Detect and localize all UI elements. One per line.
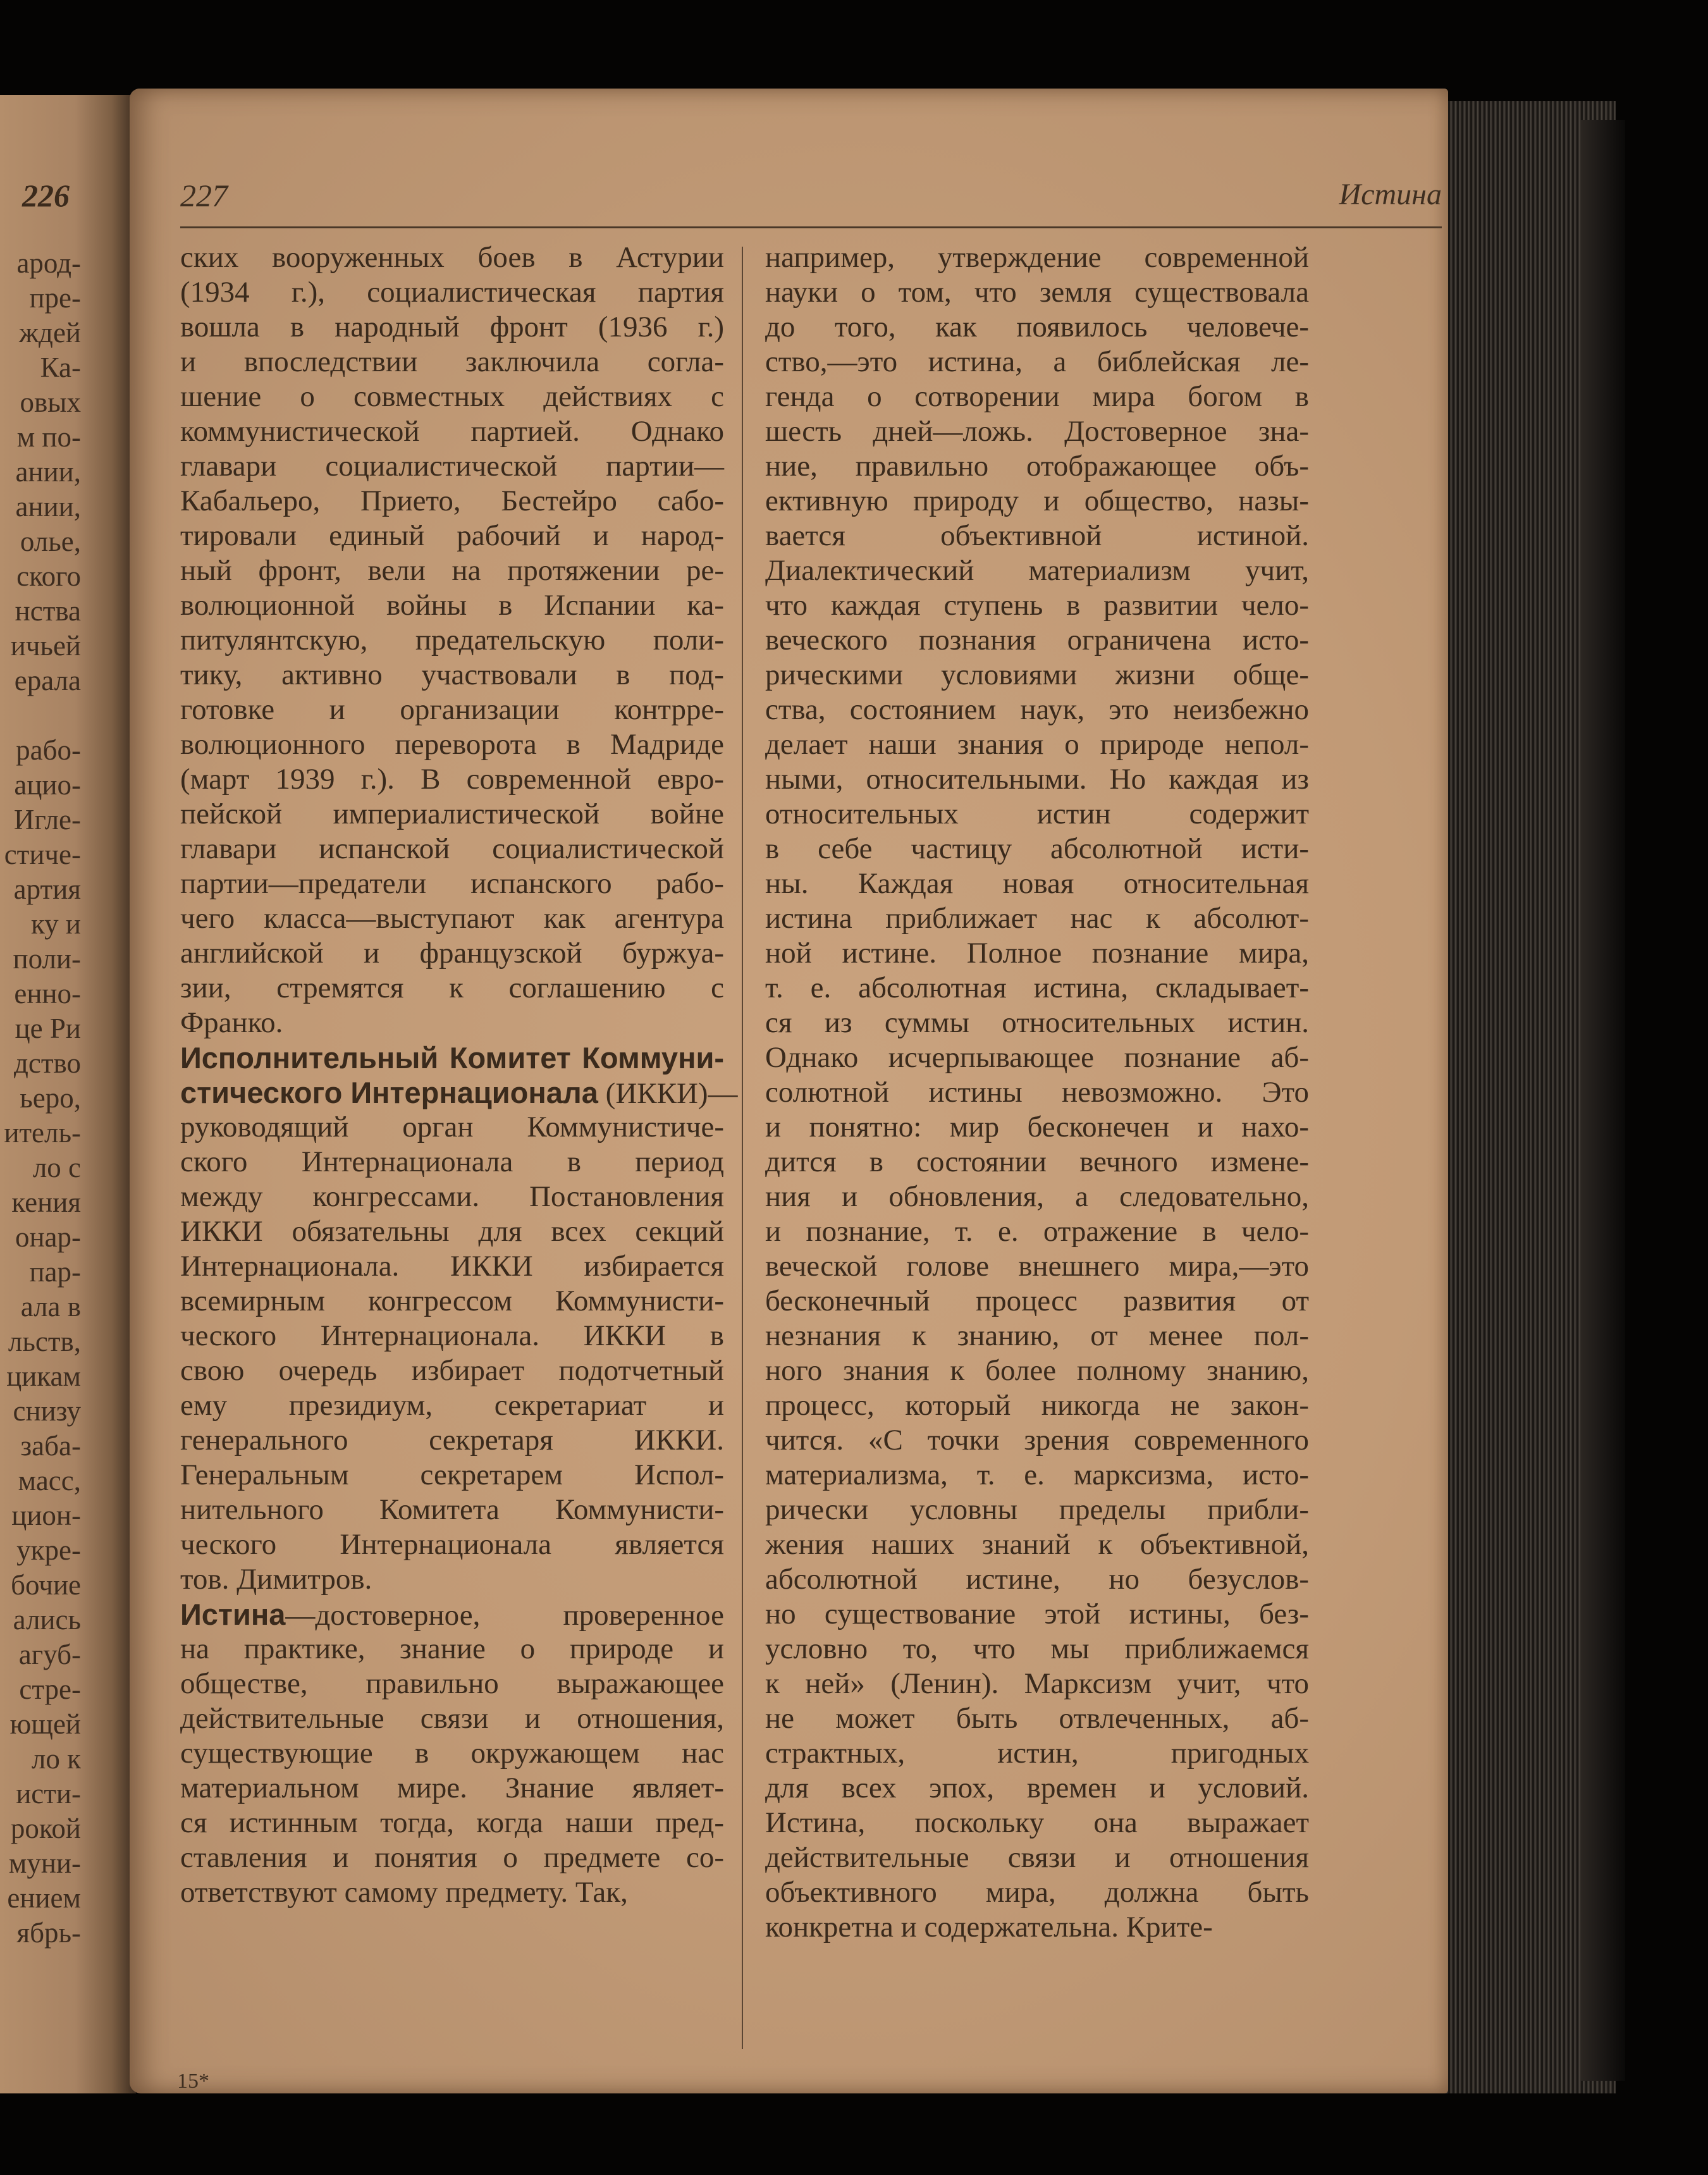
- text-line: что каждая ступень в развитии чело-: [765, 589, 1309, 622]
- text-line: коммунистической партией. Однако: [180, 415, 724, 448]
- text-line: тику, активно участвовали в под-: [180, 658, 724, 691]
- previous-page-line: ением: [7, 1882, 81, 1914]
- text-line: не может быть отвлеченных, аб-: [765, 1702, 1309, 1735]
- entry-headword: Исполнительный Комитет Коммуни-: [180, 1041, 724, 1075]
- text-line: главари социалистической партии—: [180, 450, 724, 483]
- text-line: на практике, знание о природе и: [180, 1632, 724, 1665]
- previous-page-line: ании,: [15, 491, 81, 522]
- previous-page-line: кения: [11, 1186, 81, 1218]
- previous-page-line: стиче-: [4, 839, 81, 870]
- text-line: материальном мире. Знание являет-: [180, 1771, 724, 1804]
- previous-page-line: цион-: [11, 1500, 81, 1531]
- text-line: т. е. абсолютная истина, складывает-: [765, 971, 1309, 1004]
- text-line: [180, 1040, 724, 1075]
- text-line: бесконечный процесс развития от: [765, 1285, 1309, 1317]
- previous-page-line: ского: [16, 560, 81, 592]
- text-line: свою очередь избирает подотчетный: [180, 1354, 724, 1387]
- text-line: ставления и понятия о предмете со-: [180, 1841, 724, 1874]
- text-line: Истина—достоверное, проверенное: [180, 1598, 724, 1632]
- text-line: незнания к знанию, от менее пол-: [765, 1319, 1309, 1352]
- text-line: ся из суммы относительных истин.: [765, 1006, 1309, 1039]
- text-line: процесс, который никогда не закон-: [765, 1389, 1309, 1422]
- text-line: стического Интернационала (ИККИ)—: [180, 1076, 738, 1110]
- book-page: [130, 89, 1448, 2093]
- previous-page-line: нства: [15, 595, 81, 627]
- text-line: в себе частицу абсолютной исти-: [765, 832, 1309, 865]
- text-line: ного знания к более полному знанию,: [765, 1354, 1309, 1387]
- text-line: действительные связи и отношения,: [180, 1702, 724, 1735]
- text-line: к ней» (Ленин). Марксизм учит, что: [765, 1667, 1309, 1700]
- text-line: чего класса—выступают как агентура: [180, 902, 724, 935]
- text-line: тов. Димитров.: [180, 1563, 372, 1596]
- previous-page-line: укре-: [16, 1534, 81, 1566]
- previous-page-line: итель-: [4, 1117, 81, 1149]
- text-line: Франко.: [180, 1006, 283, 1039]
- text-line: главари испанской социалистической: [180, 832, 724, 865]
- text-line: пейской империалистической войне: [180, 798, 724, 830]
- previous-page-line: агуб-: [18, 1639, 81, 1670]
- text-line: условно то, что мы приближаемся: [765, 1632, 1309, 1665]
- page-number: 227: [180, 178, 228, 213]
- previous-page-line: рабо-: [16, 734, 81, 766]
- running-head: Истина: [1339, 178, 1442, 211]
- previous-page-line: муни-: [8, 1847, 81, 1879]
- text-line: шесть дней—ложь. Достоверное зна-: [765, 415, 1309, 448]
- text-line: ства, состоянием наук, это неизбежно: [765, 693, 1309, 726]
- previous-page-line: м по-: [16, 421, 81, 453]
- book-cover-edge: [1581, 120, 1625, 2081]
- previous-page-line: пар-: [29, 1256, 81, 1288]
- text-line: (1934 г.), социалистическая партия: [180, 276, 724, 309]
- text-line: шение о совместных действиях с: [180, 380, 724, 413]
- text-line: жения наших знаний к объективной,: [765, 1528, 1309, 1561]
- previous-page-line: ждей: [18, 317, 81, 348]
- text-line: науки о том, что земля существовала: [765, 276, 1309, 309]
- previous-page-line: ку и: [30, 908, 81, 940]
- text-line: ния и обновления, а следовательно,: [765, 1180, 1309, 1213]
- previous-page-line: поли-: [13, 943, 81, 975]
- text-line: и понятно: мир бесконечен и нахо-: [765, 1111, 1309, 1143]
- text-line: ной истине. Полное познание мира,: [765, 937, 1309, 970]
- text-line: объективного мира, должна быть: [765, 1876, 1309, 1909]
- text-line: конкретна и содержательна. Крите-: [765, 1911, 1213, 1944]
- previous-page-line: онар-: [15, 1221, 81, 1253]
- previous-page-line: заба-: [20, 1430, 81, 1462]
- text-line: до того, как появилось человече-: [765, 311, 1309, 343]
- previous-page-line: стре-: [19, 1673, 81, 1705]
- text-line: нительного Комитета Коммунисти-: [180, 1493, 724, 1526]
- previous-page-line: рокой: [10, 1813, 81, 1844]
- previous-page-line: ании,: [15, 456, 81, 488]
- text-line: Генеральным секретарем Испол-: [180, 1458, 724, 1491]
- previous-page-line: Ка-: [40, 352, 81, 383]
- text-line: ный фронт, вели на протяжении ре-: [180, 554, 724, 587]
- text-line: Истина, поскольку она выражает: [765, 1806, 1309, 1839]
- text-line: существующие в окружающем нас: [180, 1737, 724, 1770]
- text-line: всемирным конгрессом Коммунисти-: [180, 1285, 724, 1317]
- previous-page-line: ющей: [9, 1708, 81, 1740]
- previous-page-line: пре-: [29, 282, 81, 314]
- text-line: и впоследствии заключила согла-: [180, 345, 724, 378]
- text-line: но существование этой истины, без-: [765, 1598, 1309, 1630]
- text-line: рическими условиями жизни обще-: [765, 658, 1309, 691]
- text-line: рически условны пределы прибли-: [765, 1493, 1309, 1526]
- text-line: истина приближает нас к абсолют-: [765, 902, 1309, 935]
- text-line: ными, относительными. Но каждая из: [765, 763, 1309, 796]
- page-header: [180, 177, 1442, 221]
- previous-page-line: овых: [20, 386, 81, 418]
- text-line: чится. «С точки зрения современного: [765, 1424, 1309, 1457]
- previous-page-line: ала в: [20, 1291, 81, 1322]
- previous-page-line: енно-: [14, 978, 81, 1009]
- text-line: генда о сотворении мира богом в: [765, 380, 1309, 413]
- previous-page-line: льств,: [8, 1326, 81, 1357]
- previous-page-line: бочие: [11, 1569, 81, 1601]
- previous-page-line: ацио-: [14, 769, 81, 801]
- text-line: ИККИ обязательны для всех секций: [180, 1215, 724, 1248]
- text-line: ского Интернационала в период: [180, 1145, 724, 1178]
- text-line: ство,—это истина, а библейская ле-: [765, 345, 1309, 378]
- entry-headword: стического Интернационала: [180, 1076, 598, 1109]
- text-line: ему президиум, секретариат и: [180, 1389, 724, 1422]
- text-line: ективную природу и общество, назы-: [765, 484, 1309, 517]
- text-line: и познание, т. е. отражение в чело-: [765, 1215, 1309, 1248]
- previous-page-line: ло с: [32, 1152, 81, 1183]
- text-line: веческого познания ограничена исто-: [765, 624, 1309, 656]
- previous-page-line: артия: [13, 873, 81, 905]
- text-line: Диалектический материализм учит,: [765, 554, 1309, 587]
- text-line: обществе, правильно выражающее: [180, 1667, 724, 1700]
- text-line: Однако исчерпывающее познание аб-: [765, 1041, 1309, 1074]
- text-line: абсолютной истине, но безуслов-: [765, 1563, 1309, 1596]
- text-line: английской и французской буржуа-: [180, 937, 724, 970]
- text-line: дится в состоянии вечного измене-: [765, 1145, 1309, 1178]
- text-line: ние, правильно отображающее объ-: [765, 450, 1309, 483]
- text-line: зии, стремятся к соглашению с: [180, 971, 724, 1004]
- signature-mark: 15*: [177, 2069, 209, 2093]
- text-line: солютной истины невозможно. Это: [765, 1076, 1309, 1109]
- text-line: Кабальеро, Прието, Бестейро сабо-: [180, 484, 724, 517]
- previous-page-line: арод-: [16, 247, 81, 279]
- previous-page-line: снизу: [13, 1395, 81, 1427]
- previous-page-line: масс,: [18, 1465, 81, 1496]
- previous-page-line: ло к: [31, 1743, 81, 1775]
- text-line: руководящий орган Коммунистиче-: [180, 1111, 724, 1143]
- text-line: например, утверждение современной: [765, 241, 1309, 274]
- text-line: вошла в народный фронт (1936 г.): [180, 311, 724, 343]
- previous-page-line: ичьей: [10, 630, 81, 662]
- previous-page-line: ьеро,: [20, 1082, 81, 1114]
- previous-page-line: ябрь-: [16, 1917, 81, 1949]
- previous-page-line: це Ри: [15, 1013, 81, 1044]
- text-line: вается объективной истиной.: [765, 519, 1309, 552]
- previous-page-line: ались: [13, 1604, 81, 1636]
- text-line: готовке и организации контрре-: [180, 693, 724, 726]
- previous-page-number: 226: [22, 178, 70, 213]
- previous-page-line: ольe,: [20, 526, 81, 557]
- text-line: волюционной войны в Испании ка-: [180, 589, 724, 622]
- right-text-column: [765, 240, 1309, 1945]
- text-line: материализма, т. е. марксизма, исто-: [765, 1458, 1309, 1491]
- entry-headword: Истина: [180, 1598, 286, 1631]
- text-line: (март 1939 г.). В современной евро-: [180, 763, 724, 796]
- text-line: страктных, истин, пригодных: [765, 1737, 1309, 1770]
- text-line: генерального секретаря ИККИ.: [180, 1424, 724, 1457]
- text-line: ответствуют самому предмету. Так,: [180, 1876, 628, 1909]
- text-line: Интернационала. ИККИ избирается: [180, 1250, 724, 1283]
- previous-page-line: ерала: [14, 665, 81, 696]
- text-line: для всех эпох, времен и условий.: [765, 1771, 1309, 1804]
- previous-page-line: цикам: [6, 1360, 81, 1392]
- text-line: волюционного переворота в Мадриде: [180, 728, 724, 761]
- text-line: действительные связи и отношения: [765, 1841, 1309, 1874]
- text-line: ских вооруженных боев в Астурии: [180, 241, 724, 274]
- text-line: ся истинным тогда, когда наши пред-: [180, 1806, 724, 1839]
- previous-page-line: исти-: [16, 1778, 81, 1809]
- left-text-column: [180, 240, 738, 1910]
- text-line: питулянтскую, предательскую поли-: [180, 624, 724, 656]
- text-line: партии—предатели испанского рабо-: [180, 867, 724, 900]
- previous-page-line: Игле-: [13, 804, 81, 835]
- column-divider: [742, 247, 743, 2049]
- text-line: между конгрессами. Постановления: [180, 1180, 724, 1213]
- text-line: веческой голове внешнего мира,—это: [765, 1250, 1309, 1283]
- text-line: относительных истин содержит: [765, 798, 1309, 830]
- text-line: ческого Интернационала. ИККИ в: [180, 1319, 724, 1352]
- text-line: ческого Интернационала является: [180, 1528, 724, 1561]
- text-line: тировали единый рабочий и народ-: [180, 519, 724, 552]
- header-rule: [180, 226, 1442, 228]
- previous-page-line: дство: [14, 1047, 81, 1079]
- text-line: ны. Каждая новая относительная: [765, 867, 1309, 900]
- previous-page-fragment: [0, 95, 136, 2093]
- text-line: делает наши знания о природе непол-: [765, 728, 1309, 761]
